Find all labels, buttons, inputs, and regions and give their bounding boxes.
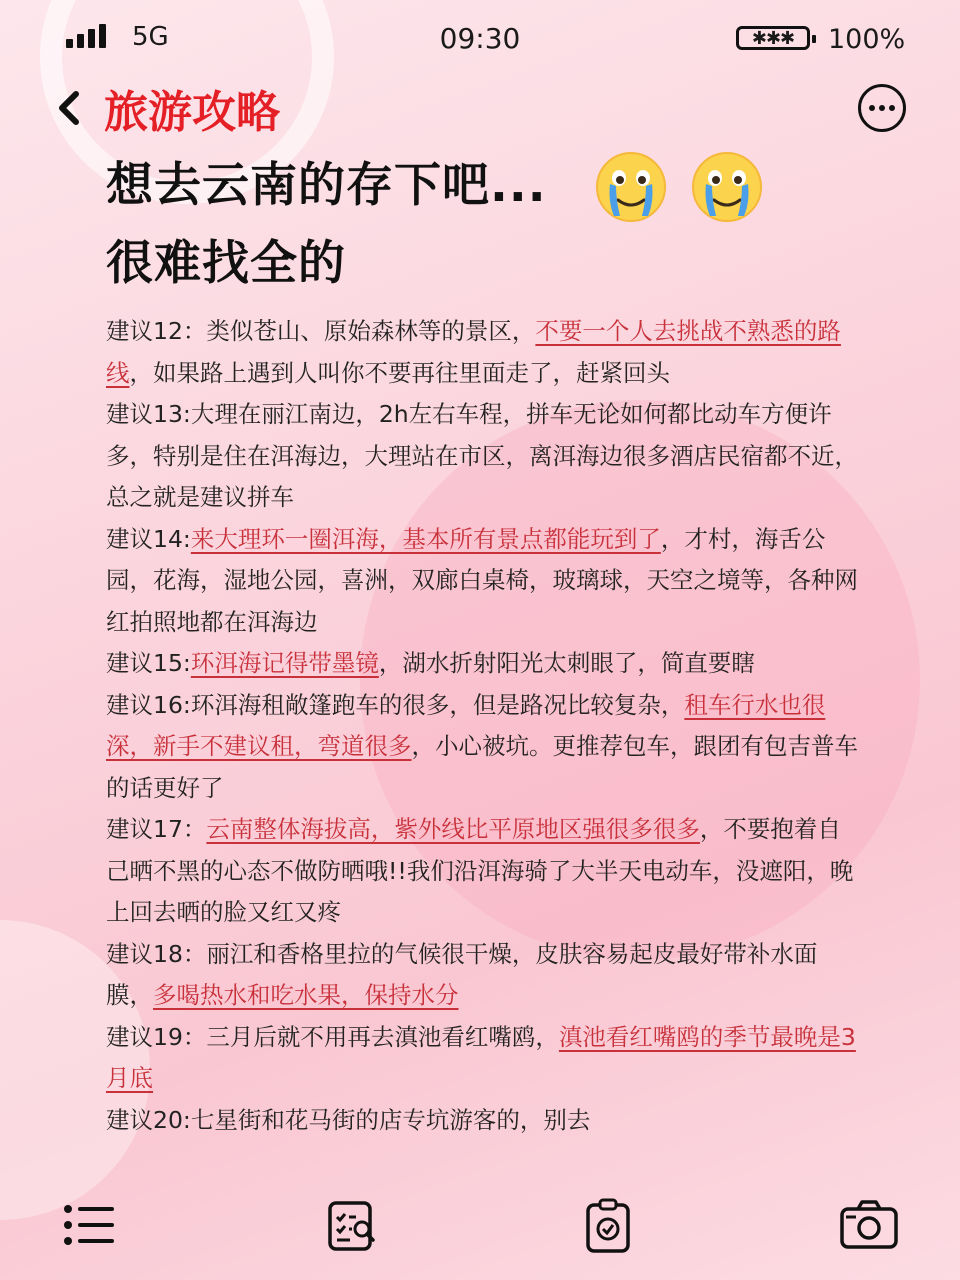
headline-line-1: 想去云南的存下吧... xyxy=(106,158,547,213)
tip-14: 建议14:来大理环一圈洱海，基本所有景点都能玩到了，才村，海舌公园，花海，湿地公园，喜洲，双廊白桌椅，玻璃球，天空之境等，各种网红拍照地都在洱海边 xyxy=(106,524,858,636)
camera-button[interactable] xyxy=(838,1195,900,1255)
search-doc-button[interactable] xyxy=(322,1195,382,1255)
status-time: 09:30 xyxy=(439,22,521,55)
more-button[interactable] xyxy=(858,84,906,132)
camera-icon xyxy=(838,1195,900,1255)
battery-percent: 100% xyxy=(828,24,906,55)
list-button[interactable] xyxy=(60,1195,120,1255)
tip-19: 建议19：三月后就不用再去滇池看红嘴鸥，滇池看红嘴鸥的季节最晚是3月底 xyxy=(106,1022,856,1092)
tip-16: 建议16:环洱海租敞篷跑车的很多，但是路况比较复杂，租车行水也很深，新手不建议租，弯道很多，小心被坑。更推荐包车，跟团有包吉普车的话更好了 xyxy=(106,690,858,802)
highlight-text: 来大理环一圈洱海，基本所有景点都能玩到了 xyxy=(190,524,661,553)
highlight-text: 多喝热水和吃水果，保持水分 xyxy=(153,981,459,1009)
highlight-text: 租车行水也很深，新手不建议租，弯道很多 xyxy=(106,690,826,760)
tip-12: 建议12：类似苍山、原始森林等的景区，不要一个人去挑战不熟悉的路线，如果路上遇到人叫你不要再往里面走了，赶紧回头 xyxy=(106,317,841,387)
highlight-text: 环洱海记得带墨镜 xyxy=(190,649,379,677)
tip-20: 建议20:七星街和花马街的店专坑游客的，别去 xyxy=(106,1105,591,1134)
crying-laugh-emoji-icon xyxy=(690,150,764,224)
highlight-text: 滇池看红嘴鸥的季节最晚是3月底 xyxy=(106,1022,856,1092)
checklist-button[interactable] xyxy=(578,1195,638,1255)
tip-18: 建议18：丽江和香格里拉的气候很干燥，皮肤容易起皮最好带补水面膜，多喝热水和吃水果，保持水分 xyxy=(106,939,818,1009)
clipboard-check-icon xyxy=(578,1195,638,1255)
tips-content xyxy=(106,311,858,1141)
highlight-text: 不要一个人去挑战不熟悉的路线 xyxy=(106,317,841,387)
list-icon xyxy=(60,1195,120,1255)
battery-icon: ✱✱✱ xyxy=(736,26,810,50)
tip-15: 建议15:环洱海记得带墨镜，湖水折射阳光太刺眼了，简直要瞎 xyxy=(106,649,755,677)
chevron-left-icon xyxy=(54,88,84,128)
bottom-toolbar xyxy=(0,1195,960,1265)
headline-line-2: 很难找全的 xyxy=(106,236,346,291)
back-button[interactable] xyxy=(54,84,94,128)
highlight-text: 云南整体海拔高，紫外线比平原地区强很多很多 xyxy=(206,815,700,843)
page-title: 旅游攻略 xyxy=(104,87,280,138)
status-bar xyxy=(0,0,960,80)
tip-17: 建议17：云南整体海拔高，紫外线比平原地区强很多很多，不要抱着自己晒不黑的心态不做防晒哦!!我们沿洱海骑了大半天电动车，没遮阳，晚上回去晒的脸又红又疼 xyxy=(106,815,854,926)
network-type: 5G xyxy=(132,22,169,52)
document-search-icon xyxy=(322,1195,382,1255)
tip-13: 建议13:大理在丽江南边，2h左右车程，拼车无论如何都比动车方便许多，特别是住在洱海边，大理站在市区，离洱海边很多酒店民宿都不近，总之就是建议拼车 xyxy=(106,400,858,511)
more-horizontal-icon xyxy=(869,105,875,111)
crying-laugh-emoji-icon xyxy=(594,150,668,224)
